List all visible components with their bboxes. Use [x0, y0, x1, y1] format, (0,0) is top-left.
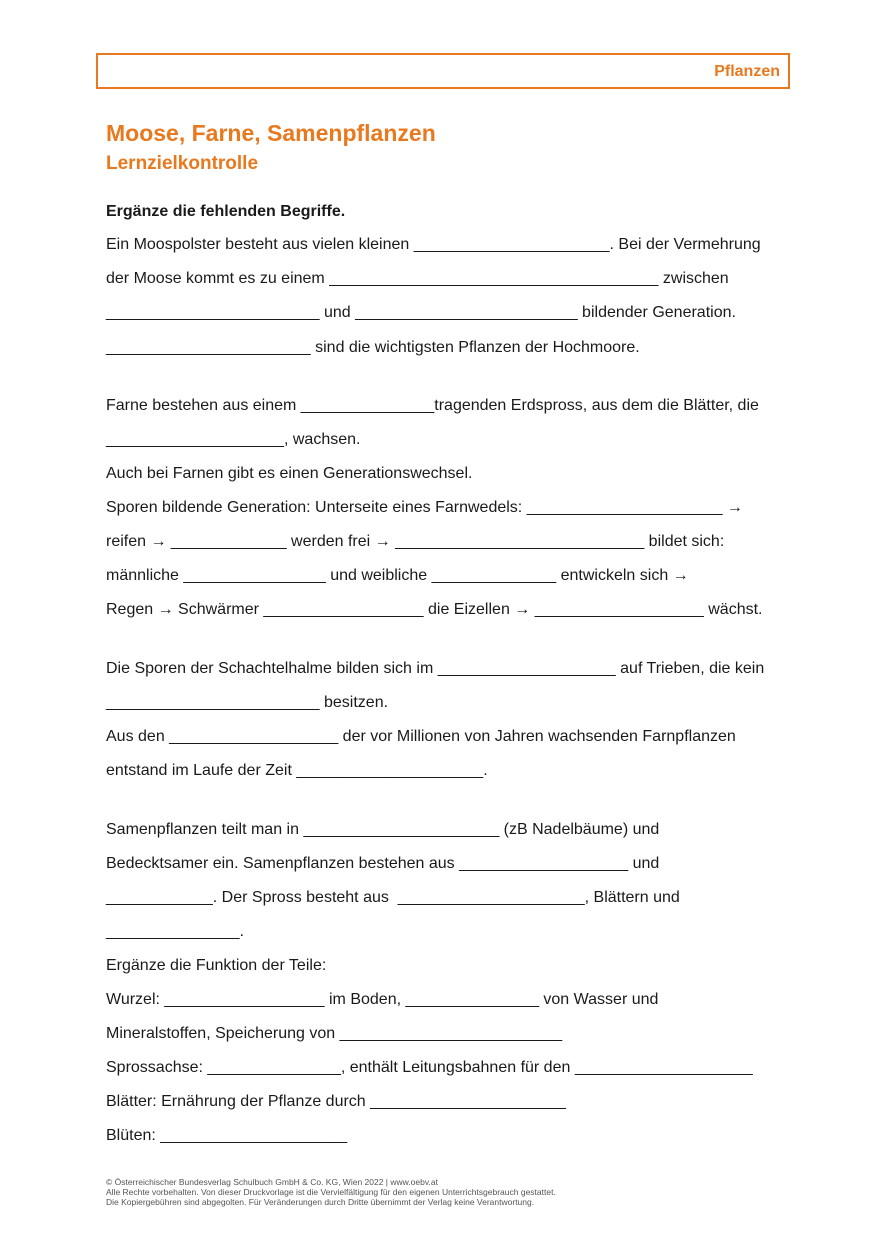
text-line: Bedecktsamer ein. Samenpflanzen bestehen aus ___________________ und [106, 855, 660, 872]
text-line: Mineralstoffen, Speicherung von _________________________ [106, 1025, 563, 1042]
text-line: Aus den ___________________ der vor Millionen von Jahren wachsenden Farnpflanzen [106, 728, 736, 745]
text-line: Ergänze die Funktion der Teile: [106, 957, 327, 974]
text-line: ________________________ besitzen. [106, 694, 389, 711]
instruction: Ergänze die fehlenden Begriffe. [106, 203, 346, 220]
text-line: _______________________ sind die wichtigsten Pflanzen der Hochmoore. [106, 339, 640, 356]
text-line: ________________________ und _________________________ bildender Generation. [106, 304, 736, 321]
text-line: _______________. [106, 923, 244, 940]
text-line: Farne bestehen aus einem _______________tragenden Erdspross, aus dem die Blätter, die [106, 397, 759, 414]
copyright-footer [106, 1177, 556, 1207]
text-line: der Moose kommt es zu einem _____________________________________ zwischen [106, 270, 729, 287]
text-line: männliche ________________ und weibliche ______________ entwickeln sich → [106, 567, 689, 584]
text-line: Wurzel: __________________ im Boden, _______________ von Wasser und [106, 991, 659, 1008]
text-line: reifen → _____________ werden frei → ____________________________ bildet sich: [106, 533, 725, 550]
page-title: Moose, Farne, Samenpflanzen [106, 120, 436, 146]
text-line: Die Sporen der Schachtelhalme bilden sich im ____________________ auf Trieben, die kein [106, 660, 765, 677]
text-line: Auch bei Farnen gibt es einen Generationswechsel. [106, 465, 473, 482]
text-line: ____________________, wachsen. [106, 431, 361, 448]
subject-label: Pflanzen [714, 63, 780, 80]
text-line: ____________. Der Spross besteht aus _____________________, Blättern und [106, 889, 680, 906]
header-box [96, 53, 790, 89]
text-line: Blätter: Ernährung der Pflanze durch ______________________ [106, 1093, 566, 1110]
page-subtitle: Lernzielkontrolle [106, 153, 259, 174]
footer-line: © Österreichischer Bundesverlag Schulbuch GmbH & Co. KG, Wien 2022 | www.oebv.at [106, 1177, 438, 1187]
text-line: Sporen bildende Generation: Unterseite eines Farnwedels: ______________________ → [106, 499, 743, 516]
text-line: Blüten: _____________________ [106, 1127, 348, 1144]
text-line: Regen → Schwärmer __________________ die Eizellen → ___________________ wächst. [106, 601, 763, 618]
footer-line: Die Kopiergebühren sind abgegolten. Für Veränderungen durch Dritte übernimmt der Verlag keine Verantwortung. [106, 1197, 535, 1207]
text-line: Samenpflanzen teilt man in ______________________ (zB Nadelbäume) und [106, 821, 660, 838]
footer-line: Alle Rechte vorbehalten. Von dieser Druckvorlage ist die Vervielfältigung für den eigenen Unterrichtsgebrauch gestattet. [106, 1187, 556, 1197]
text-line: Sprossachse: _______________, enthält Leitungsbahnen für den ____________________ [106, 1059, 753, 1076]
text-line: entstand im Laufe der Zeit _____________________. [106, 762, 488, 779]
text-line: Ein Moospolster besteht aus vielen kleinen ______________________. Bei der Vermehrung [106, 236, 761, 253]
